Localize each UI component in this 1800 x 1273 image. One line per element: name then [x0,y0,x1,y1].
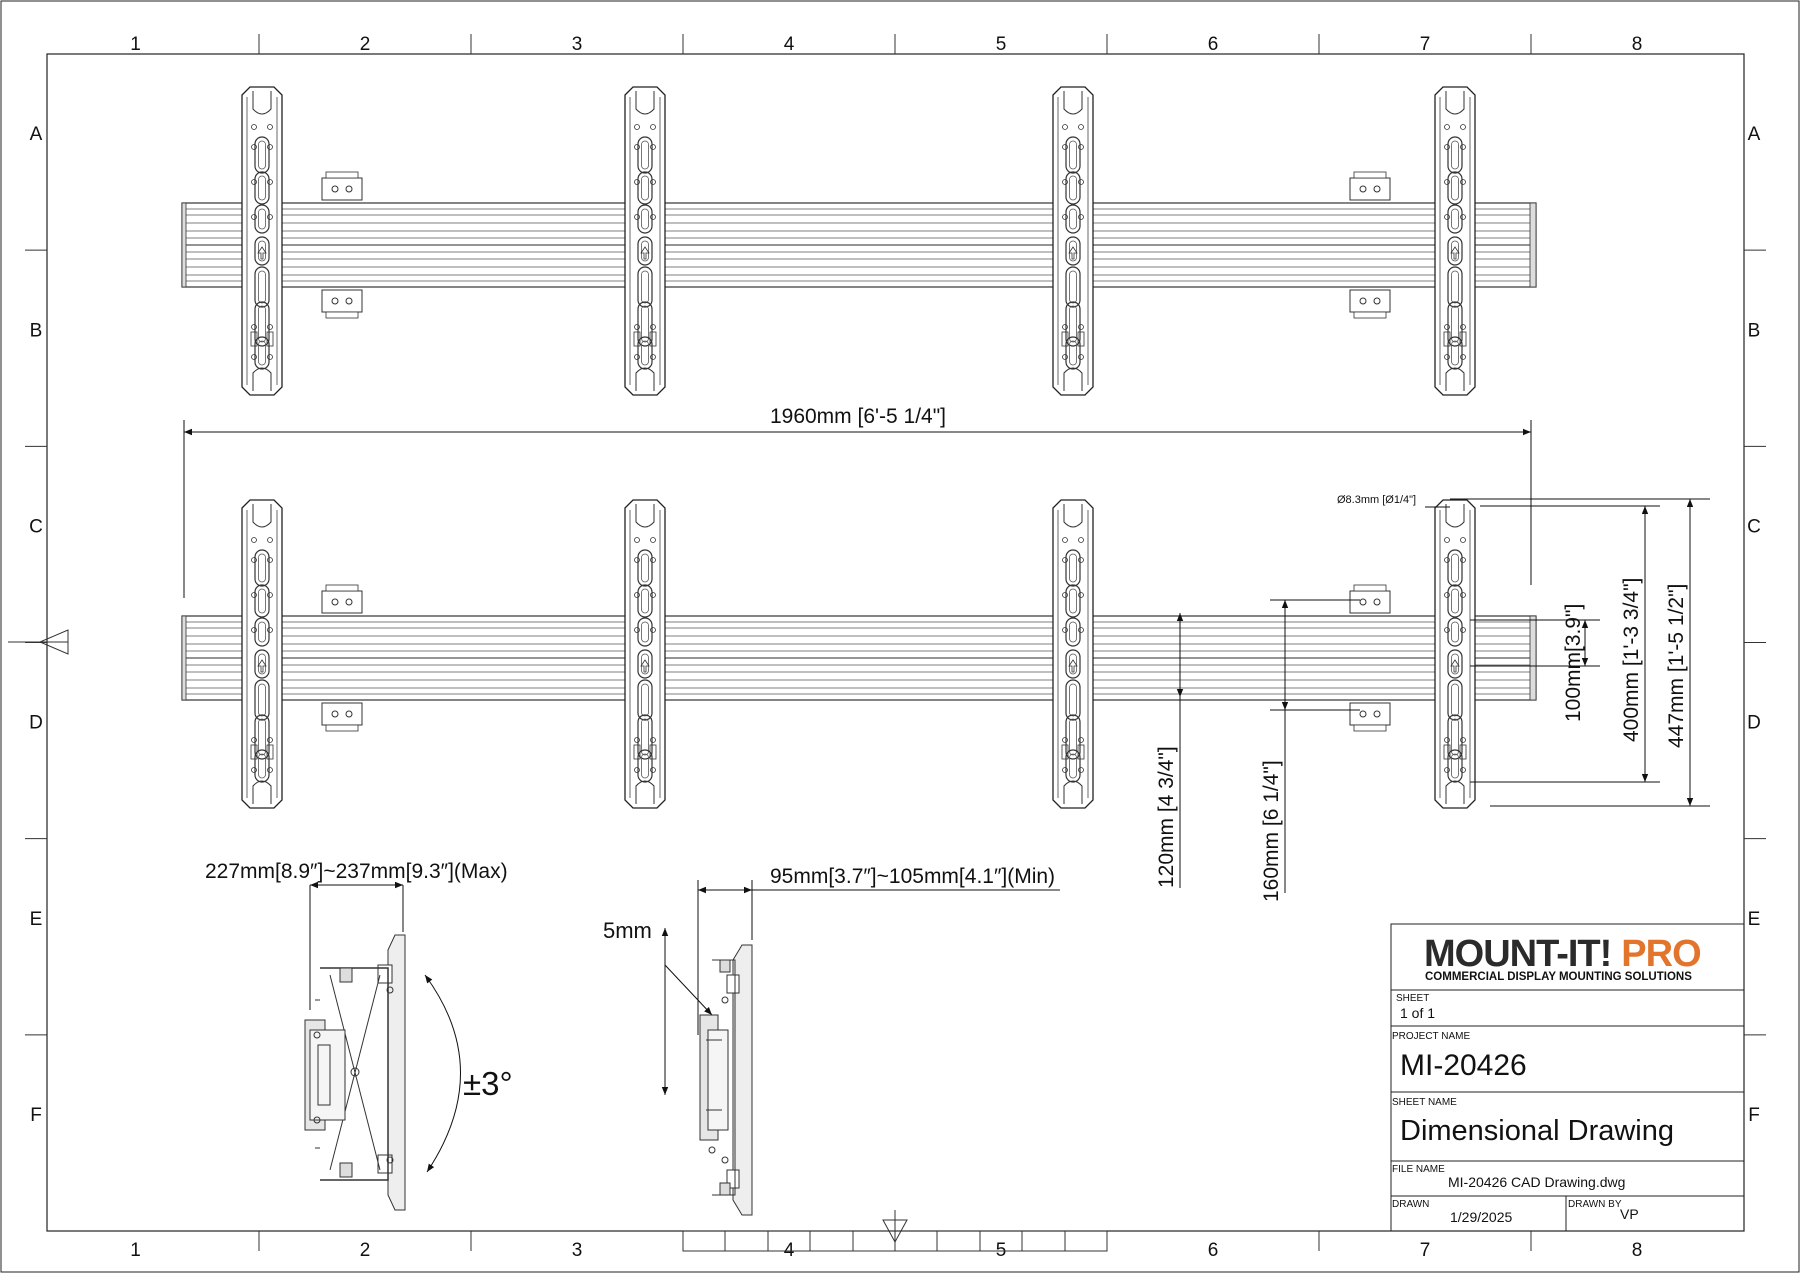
sheet-name-label: SHEET NAME [1392,1097,1457,1108]
dim-tilt: ±3° [463,1065,513,1102]
border-row-label: A [1747,124,1761,146]
border-column-label: 8 [1631,1240,1643,1261]
rail-assembly-bottom-view [182,500,1536,808]
border-row-label: D [1747,712,1761,734]
drawn-by-value: VP [1620,1206,1639,1222]
dim-pitch-100: 100mm[3.9"] [1562,603,1585,722]
project-name-value: MI-20426 [1400,1049,1527,1082]
border-row-label: C [29,516,43,538]
bottom-centering-arrow [883,1210,907,1242]
border-row-label: B [1747,320,1761,342]
dim-shift: 5mm [603,918,652,943]
border-column-label: 7 [1419,34,1431,55]
file-name-label: FILE NAME [1392,1164,1445,1175]
border-column-label: 4 [783,1240,795,1261]
rail-clamp-clip [1350,290,1390,318]
rail-clamp-clip [1350,172,1390,200]
border-column-label: 1 [130,1240,141,1261]
rail-assembly-top-view [182,87,1536,395]
border-column-label: 2 [359,1240,371,1261]
logo-tagline: COMMERCIAL DISPLAY MOUNTING SOLUTIONS [1425,971,1692,983]
dim-rail-160: 160mm [6 1/4"] [1260,760,1283,902]
rail-clamp-clip [1350,585,1390,613]
side-view-min-depth [700,945,752,1215]
vertical-mount-bracket [242,87,282,395]
sheet-name-value: Dimensional Drawing [1400,1115,1674,1147]
vertical-mount-bracket [1053,500,1093,808]
drawn-label: DRAWN [1392,1199,1430,1210]
border-row-label: C [1747,516,1761,538]
border-column-label: 6 [1207,34,1219,55]
border-column-label: 5 [995,34,1007,55]
border-column-label: 1 [130,34,141,55]
logo-wordmark-pro: PRO [1621,933,1701,975]
border-row-label: F [1748,1104,1760,1126]
rail-clamp-clip [322,703,362,731]
border-column-label: 3 [571,34,583,55]
border-column-label: 2 [359,34,371,55]
rail-clamp-clip [322,290,362,318]
rail-clamp-clip [322,172,362,200]
rail-clamp-clip [322,585,362,613]
border-row-label: F [30,1104,42,1126]
vertical-mount-bracket [1435,500,1475,808]
dim-depth-min: 95mm[3.7″]~105mm[4.1″](Min) [770,865,1056,888]
border-row-label: D [29,712,43,734]
vertical-mount-bracket [625,87,665,395]
vertical-mount-bracket [625,500,665,808]
border-column-label: 3 [571,1240,583,1261]
sheet-label: SHEET [1396,993,1430,1004]
vertical-mount-bracket [1053,87,1093,395]
vertical-mount-bracket [242,500,282,808]
side-view-max-depth [305,935,405,1210]
border-column-label: 6 [1207,1240,1219,1261]
border-column-label: 5 [995,1240,1007,1261]
project-name-label: PROJECT NAME [1392,1031,1471,1042]
sheet-value: 1 of 1 [1400,1005,1436,1021]
border-column-label: 7 [1419,1240,1431,1261]
logo-wordmark [1424,933,1701,975]
border-row-label: E [1747,908,1761,930]
drawn-date-value: 1/29/2025 [1450,1209,1513,1225]
dim-pitch-400: 400mm [1'-3 3/4"] [1620,577,1643,742]
dim-pitch-447: 447mm [1'-5 1/2"] [1665,583,1688,748]
logo-wordmark-main: MOUNT-IT! [1424,933,1612,975]
border-row-label: E [29,908,43,930]
border-column-label: 4 [783,34,795,55]
dim-rail-length: 1960mm [6'-5 1/4"] [769,405,947,428]
border-column-label: 8 [1631,34,1643,55]
border-row-label: B [29,320,43,342]
dim-hole-diameter: Ø8.3mm [Ø1/4"] [1337,494,1417,506]
file-name-value: MI-20426 CAD Drawing.dwg [1448,1174,1626,1190]
border-row-label: A [29,124,43,146]
drawn-by-label: DRAWN BY [1568,1199,1622,1210]
dim-rail-120: 120mm [4 3/4"] [1155,746,1178,888]
rail-clamp-clip [1350,703,1390,731]
dim-depth-max: 227mm[8.9″]~237mm[9.3″](Max) [205,860,508,883]
left-centering-arrow [8,630,68,654]
vertical-mount-bracket [1435,87,1475,395]
